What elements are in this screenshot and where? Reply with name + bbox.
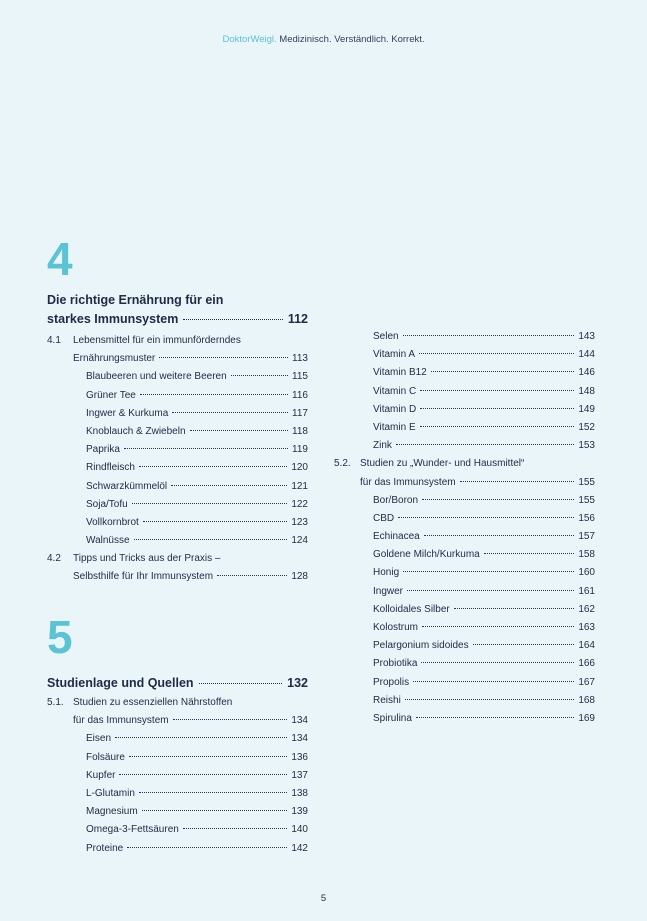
- toc-entry-page: 128: [291, 571, 308, 583]
- toc-entry-page: 115: [292, 371, 308, 383]
- leader-dots: [183, 319, 283, 320]
- toc-entry-label: Vollkornbrot: [86, 516, 139, 528]
- toc-section-number: 5.2.: [334, 458, 351, 470]
- toc-entry: [47, 749, 308, 767]
- toc-entry-page: 144: [578, 349, 595, 361]
- leader-dots: [421, 662, 574, 663]
- toc-section-number: 4.2: [47, 553, 61, 565]
- toc-entry-page: 164: [578, 640, 595, 652]
- toc-entry-page: 155: [578, 494, 595, 506]
- toc-section-number: 4.1: [47, 335, 61, 346]
- toc-entry-label: für das Immunsystem: [73, 715, 169, 727]
- leader-dots: [424, 535, 575, 536]
- toc-entry-label: Echinacea: [373, 531, 420, 543]
- toc-entry: [47, 785, 308, 803]
- toc-entry: [47, 496, 308, 514]
- toc-entry-page: 121: [291, 480, 308, 492]
- toc-entry: [334, 528, 595, 546]
- toc-entry: [334, 637, 595, 655]
- toc-entry-page: 161: [578, 585, 595, 597]
- toc-entry-page: 155: [578, 476, 595, 488]
- chapter-5-entries-right: [334, 328, 595, 728]
- toc-entry: [47, 821, 308, 839]
- toc-entry-page: 140: [291, 824, 308, 836]
- leader-dots: [139, 792, 287, 793]
- toc-entry: [47, 550, 308, 568]
- toc-entry: [334, 710, 595, 728]
- toc-entry: [334, 383, 595, 401]
- toc-entry-page: 113: [292, 353, 308, 365]
- toc-entry: [47, 459, 308, 477]
- toc-entry: [47, 803, 308, 821]
- chapter-number-5: 5: [47, 611, 73, 663]
- leader-dots: [171, 485, 287, 486]
- toc-entry-page: 118: [292, 425, 308, 437]
- toc-entry-label: Kupfer: [86, 769, 116, 781]
- toc-entry: [334, 583, 595, 601]
- leader-dots: [134, 539, 288, 540]
- toc-entry-label: Vitamin D: [373, 403, 417, 415]
- toc-entry-label: Omega-3-Fettsäuren: [86, 824, 179, 836]
- toc-entry-page: 116: [292, 389, 308, 401]
- chapter-5-title-row: [47, 674, 308, 693]
- toc-entry-page: 117: [292, 407, 308, 419]
- chapter-4-page: 112: [287, 312, 308, 326]
- leader-dots: [422, 499, 574, 500]
- leader-dots: [416, 717, 574, 718]
- toc-entry-label: Probiotika: [373, 658, 418, 670]
- leader-dots: [419, 353, 574, 354]
- toc-entry-label: Ingwer & Kurkuma: [86, 407, 169, 419]
- toc-entry: [334, 328, 595, 346]
- toc-entry-page: 122: [291, 498, 308, 510]
- leader-dots: [217, 575, 287, 576]
- leader-dots: [143, 521, 288, 522]
- toc-entry: [47, 730, 308, 748]
- chapter-4-title: [47, 291, 308, 329]
- leader-dots: [431, 371, 575, 372]
- chapter-5-entries-left: [47, 694, 308, 858]
- toc-entry-label: Walnüsse: [86, 535, 130, 547]
- toc-entry: [47, 405, 308, 423]
- toc-entry-label: Kolostrum: [373, 622, 419, 633]
- leader-dots: [183, 828, 287, 829]
- toc-entry-label: Eisen: [86, 733, 112, 745]
- toc-entry-label: Proteine: [86, 842, 124, 854]
- leader-dots: [484, 553, 575, 554]
- chapter-4-entries: [47, 332, 308, 587]
- toc-entry-page: 168: [578, 694, 595, 706]
- toc-entry-label: Rindfleisch: [86, 462, 135, 474]
- toc-entry: [47, 694, 308, 712]
- toc-entry-label: L-Glutamin: [86, 787, 135, 799]
- chapter-number-4: 4: [47, 233, 73, 285]
- chapter-4-title-row: [47, 310, 308, 329]
- toc-entry-page: 156: [578, 512, 595, 524]
- toc-entry: [47, 840, 308, 858]
- header-tagline: Medizinisch. Verständlich. Korrekt.: [276, 34, 425, 45]
- toc-entry-page: 119: [292, 444, 308, 456]
- brand-name: DoktorWeigl.: [222, 34, 277, 45]
- toc-entry-page: 160: [578, 567, 595, 579]
- toc-entry: [47, 387, 308, 405]
- toc-entry-label: Soja/Tofu: [86, 498, 128, 510]
- chapter-4-title-line2: starkes Immunsystem: [47, 312, 179, 326]
- toc-entry: [334, 619, 595, 637]
- leader-dots: [460, 481, 575, 482]
- toc-entry: [47, 423, 308, 441]
- toc-entry: [334, 601, 595, 619]
- page-number: 5: [320, 893, 327, 904]
- toc-entry-label: Studien zu „Wunder- und Hausmittel“: [360, 458, 525, 470]
- toc-entry: [47, 350, 308, 368]
- leader-dots: [190, 430, 289, 431]
- leader-dots: [129, 756, 287, 757]
- leader-dots: [139, 466, 287, 467]
- toc-entry-page: 143: [578, 331, 595, 342]
- toc-section-number: 5.1.: [47, 697, 64, 708]
- chapter-5-page: 132: [287, 676, 308, 690]
- toc-entry-label: Vitamin B12: [373, 367, 427, 379]
- leader-dots: [473, 644, 575, 645]
- toc-entry-label: Honig: [373, 567, 400, 579]
- chapter-5-title-text: Studienlage und Quellen: [47, 676, 194, 690]
- leader-dots: [420, 390, 574, 391]
- toc-entry-label: Paprika: [86, 444, 120, 456]
- toc-entry: [47, 332, 308, 350]
- toc-entry: [334, 674, 595, 692]
- leader-dots: [199, 683, 283, 684]
- toc-entry-label: Spirulina: [373, 712, 412, 724]
- toc-entry-page: 142: [291, 842, 308, 854]
- toc-entry-label: Folsäure: [86, 751, 125, 763]
- leader-dots: [454, 608, 575, 609]
- toc-entry-page: 157: [578, 531, 595, 543]
- toc-entry: [334, 655, 595, 673]
- leader-dots: [420, 408, 574, 409]
- toc-entry-page: 163: [578, 622, 595, 633]
- toc-entry: [334, 401, 595, 419]
- toc-entry: [334, 455, 595, 473]
- leader-dots: [159, 357, 288, 358]
- leader-dots: [398, 517, 574, 518]
- toc-entry: [334, 492, 595, 510]
- toc-entry: [47, 478, 308, 496]
- toc-entry-page: 134: [291, 733, 308, 745]
- toc-entry: [334, 692, 595, 710]
- chapter-5-toc-right: [334, 328, 595, 728]
- toc-entry-label: Vitamin C: [373, 385, 417, 397]
- toc-entry-label: Kolloidales Silber: [373, 603, 450, 615]
- toc-entry-page: 123: [291, 516, 308, 528]
- toc-entry-label: Goldene Milch/Kurkuma: [373, 549, 480, 561]
- toc-entry-label: Studien zu essenziellen Nährstoffen: [73, 697, 233, 708]
- toc-entry-label: Lebensmittel für ein immunförderndes: [73, 335, 241, 346]
- toc-entry-page: 169: [578, 712, 595, 724]
- toc-entry-page: 149: [578, 403, 595, 415]
- toc-entry-page: 139: [291, 806, 308, 818]
- chapter-5-title: [47, 674, 308, 693]
- toc-entry-label: Pelargonium sidoides: [373, 640, 469, 652]
- toc-entry-page: 124: [291, 535, 308, 547]
- toc-entry: [334, 346, 595, 364]
- toc-entry: [334, 364, 595, 382]
- toc-entry-label: für das Immunsystem: [360, 476, 456, 488]
- toc-entry-page: 138: [291, 787, 308, 799]
- toc-entry: [47, 368, 308, 386]
- leader-dots: [142, 810, 288, 811]
- toc-entry: [334, 564, 595, 582]
- leader-dots: [420, 426, 575, 427]
- leader-dots: [403, 571, 574, 572]
- toc-entry: [334, 437, 595, 455]
- toc-entry-label: Selen: [373, 331, 399, 342]
- toc-entry-label: Vitamin A: [373, 349, 416, 361]
- leader-dots: [172, 412, 288, 413]
- toc-entry: [47, 568, 308, 586]
- toc-entry-page: 166: [578, 658, 595, 670]
- toc-entry-label: Schwarzkümmelöl: [86, 480, 168, 492]
- toc-entry-label: Bor/Boron: [373, 494, 419, 506]
- leader-dots: [403, 335, 575, 336]
- toc-entry-label: Ingwer: [373, 585, 404, 597]
- toc-entry-page: 158: [578, 549, 595, 561]
- toc-entry-label: Ernährungsmuster: [73, 353, 156, 365]
- toc-entry-page: 146: [578, 367, 595, 379]
- toc-entry: [47, 514, 308, 532]
- leader-dots: [231, 375, 288, 376]
- toc-entry-page: 153: [578, 440, 595, 452]
- toc-entry-label: Knoblauch & Zwiebeln: [86, 425, 186, 437]
- toc-entry: [334, 546, 595, 564]
- toc-entry-page: 148: [578, 385, 595, 397]
- leader-dots: [422, 626, 574, 627]
- chapter-5-toc: [47, 674, 308, 858]
- toc-entry-page: 136: [291, 751, 308, 763]
- toc-entry-page: 167: [578, 676, 595, 688]
- toc-entry-page: 152: [578, 421, 595, 433]
- toc-entry-label: Zink: [373, 440, 392, 452]
- toc-entry: [334, 474, 595, 492]
- leader-dots: [173, 719, 288, 720]
- leader-dots: [119, 774, 287, 775]
- leader-dots: [407, 590, 574, 591]
- toc-entry-page: 137: [291, 769, 308, 781]
- toc-entry: [47, 532, 308, 550]
- leader-dots: [140, 394, 288, 395]
- toc-entry: [47, 712, 308, 730]
- leader-dots: [132, 503, 288, 504]
- leader-dots: [405, 699, 575, 700]
- toc-entry-page: 120: [291, 462, 308, 474]
- toc-entry-label: Vitamin E: [373, 421, 416, 433]
- toc-entry-label: Reishi: [373, 694, 401, 706]
- leader-dots: [413, 681, 574, 682]
- toc-entry-label: Magnesium: [86, 806, 138, 818]
- leader-dots: [124, 448, 288, 449]
- toc-entry: [334, 419, 595, 437]
- toc-entry: [47, 441, 308, 459]
- toc-entry-label: Tipps und Tricks aus der Praxis –: [73, 553, 221, 565]
- toc-entry: [334, 510, 595, 528]
- chapter-4-title-line1: Die richtige Ernährung für ein: [47, 293, 224, 307]
- toc-entry-label: Propolis: [373, 676, 410, 688]
- leader-dots: [115, 737, 287, 738]
- toc-entry: [47, 767, 308, 785]
- leader-dots: [127, 847, 287, 848]
- chapter-4-toc: [47, 291, 308, 587]
- toc-entry-label: Grüner Tee: [86, 389, 136, 401]
- toc-entry-label: Selbsthilfe für Ihr Immunsystem: [73, 571, 214, 583]
- leader-dots: [396, 444, 574, 445]
- toc-entry-page: 162: [578, 603, 595, 615]
- toc-entry-page: 134: [291, 715, 308, 727]
- page-header: [0, 34, 647, 45]
- toc-entry-label: CBD: [373, 512, 395, 524]
- toc-entry-label: Blaubeeren und weitere Beeren: [86, 371, 227, 383]
